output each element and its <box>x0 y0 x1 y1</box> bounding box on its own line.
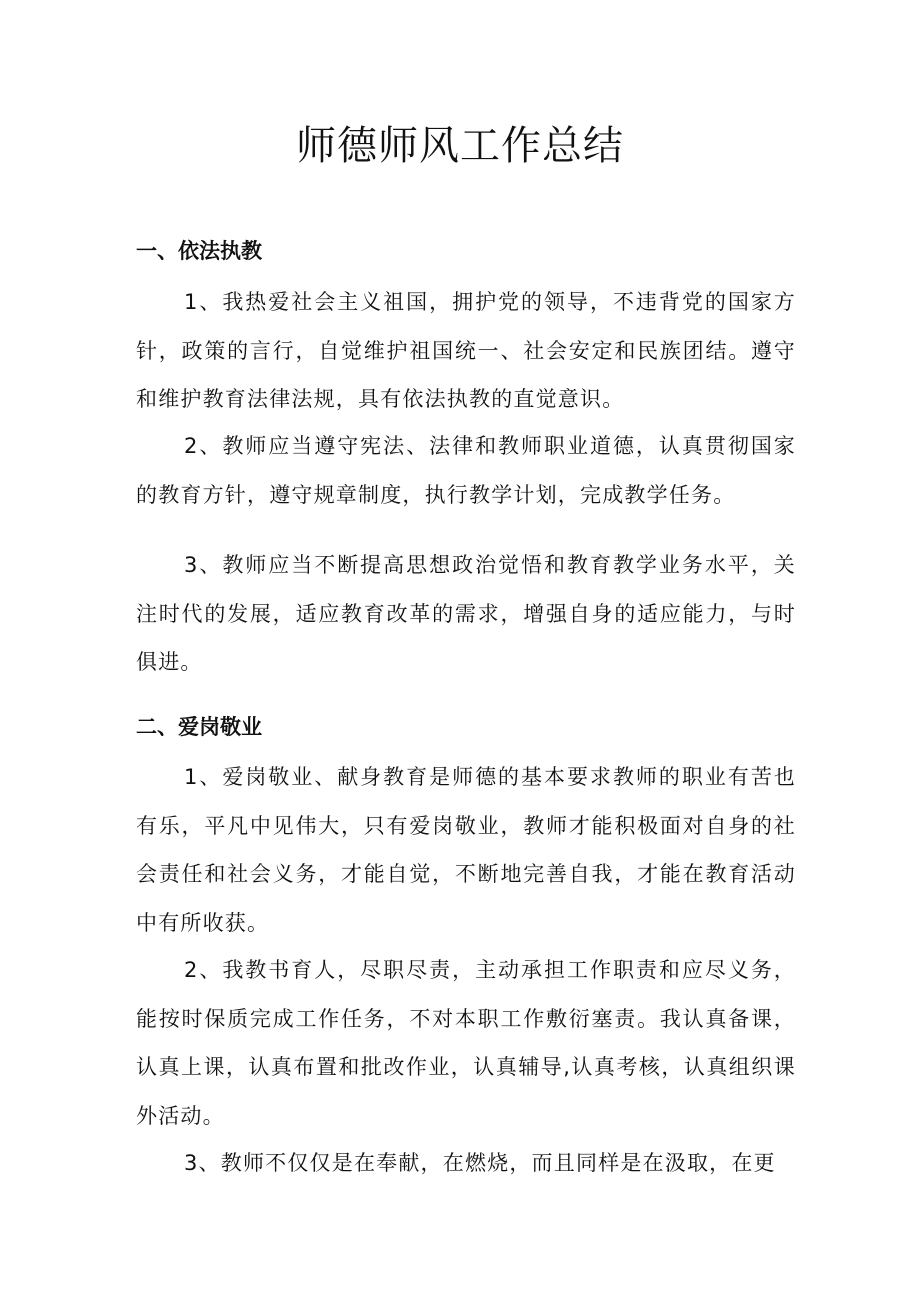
paragraph: 2、我教书育人，尽职尽责，主动承担工作职责和应尽义务，能按时保质完成工作任务，不对本职工作敷衍塞责。我认真备课，认真上课，认真布置和批改作业，认真辅导,认真考核，认真组织课外活动。 <box>136 958 796 1128</box>
section-heading-law: 一、依法执教 <box>136 239 262 263</box>
paragraph: 3、教师不仅仅是在奉献，在燃烧，而且同样是在汲取，在更 <box>184 1151 776 1175</box>
section-heading-dedication: 二、爱岗敬业 <box>136 715 262 739</box>
paragraph: 3、教师应当不断提高思想政治觉悟和教育教学业务水平，关注时代的发展，适应教育改革的需求，增强自身的适应能力，与时俱进。 <box>136 553 796 674</box>
paragraph: 1、爱岗敬业、献身教育是师德的基本要求教师的职业有苦也有乐，平凡中见伟大，只有爱岗敬业，教师才能积极面对自身的社会责任和社会义务，才能自觉，不断地完善自我，才能在教育活动中有所收获。 <box>136 765 796 935</box>
paragraph: 2、教师应当遵守宪法、法律和教师职业道德，认真贯彻国家的教育方针，遵守规章制度，执行教学计划，完成教学任务。 <box>136 434 796 507</box>
paragraph: 1、我热爱社会主义祖国，拥护党的领导，不违背党的国家方针，政策的言行，自觉维护祖国统一、社会安定和民族团结。遵守和维护教育法律法规，具有依法执教的直觉意识。 <box>136 290 796 411</box>
document-title: 师德师风工作总结 <box>296 123 624 169</box>
